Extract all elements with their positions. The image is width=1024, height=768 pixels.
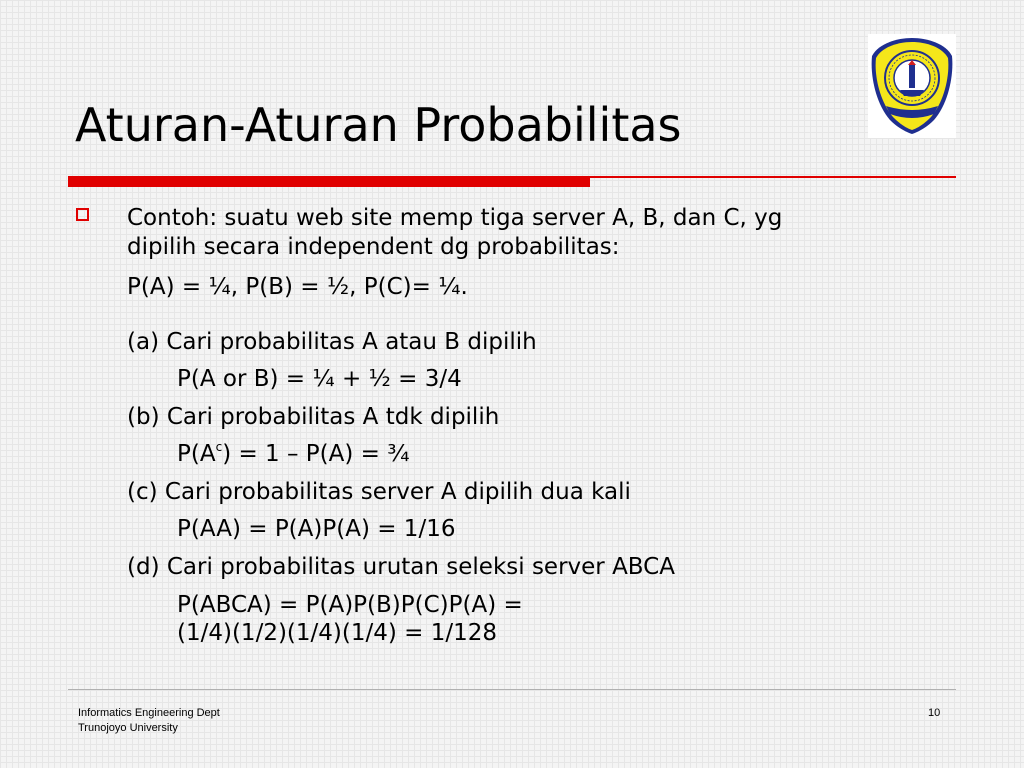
question-a: (a) Cari probabilitas A atau B dipilih: [127, 329, 537, 355]
answer-a: P(A or B) = ¼ + ½ = 3/4: [177, 366, 462, 392]
probabilities-line: P(A) = ¼, P(B) = ½, P(C)= ¼.: [127, 274, 468, 300]
answer-c: P(AA) = P(A)P(A) = 1/16: [177, 516, 456, 542]
footer-university: Trunojoyo University: [78, 722, 178, 734]
question-d: (d) Cari probabilitas urutan seleksi server ABCA: [127, 554, 675, 580]
intro-line: dipilih secara independent dg probabilitas:: [127, 234, 620, 260]
footer-credit: [78, 706, 220, 736]
question-c: (c) Cari probabilitas server A dipilih dua kali: [127, 479, 631, 505]
page-number: 10: [928, 707, 941, 719]
title-underline: [68, 176, 590, 187]
question-b: (b) Cari probabilitas A tdk dipilih: [127, 404, 500, 430]
answer-d-line1: P(ABCA) = P(A)P(B)P(C)P(A) =: [177, 592, 523, 618]
hollow-square-icon: [76, 208, 89, 221]
slide-title: Aturan-Aturan Probabilitas: [75, 98, 682, 152]
answer-b-suffix: ) = 1 – P(A) = ¾: [222, 441, 410, 467]
answer-b-prefix: P(A: [177, 441, 216, 467]
footer-divider: [68, 689, 956, 690]
title-underline-extension: [590, 176, 956, 178]
intro-line: Contoh: suatu web site memp tiga server A, B, dan C, yg: [127, 205, 783, 231]
university-emblem-icon: [868, 34, 956, 138]
university-logo: [868, 34, 956, 138]
answer-b: [177, 440, 410, 467]
complement-superscript: c: [215, 440, 223, 454]
answer-d-line2: (1/4)(1/2)(1/4)(1/4) = 1/128: [177, 620, 498, 646]
footer-dept: Informatics Engineering Dept: [78, 707, 220, 719]
